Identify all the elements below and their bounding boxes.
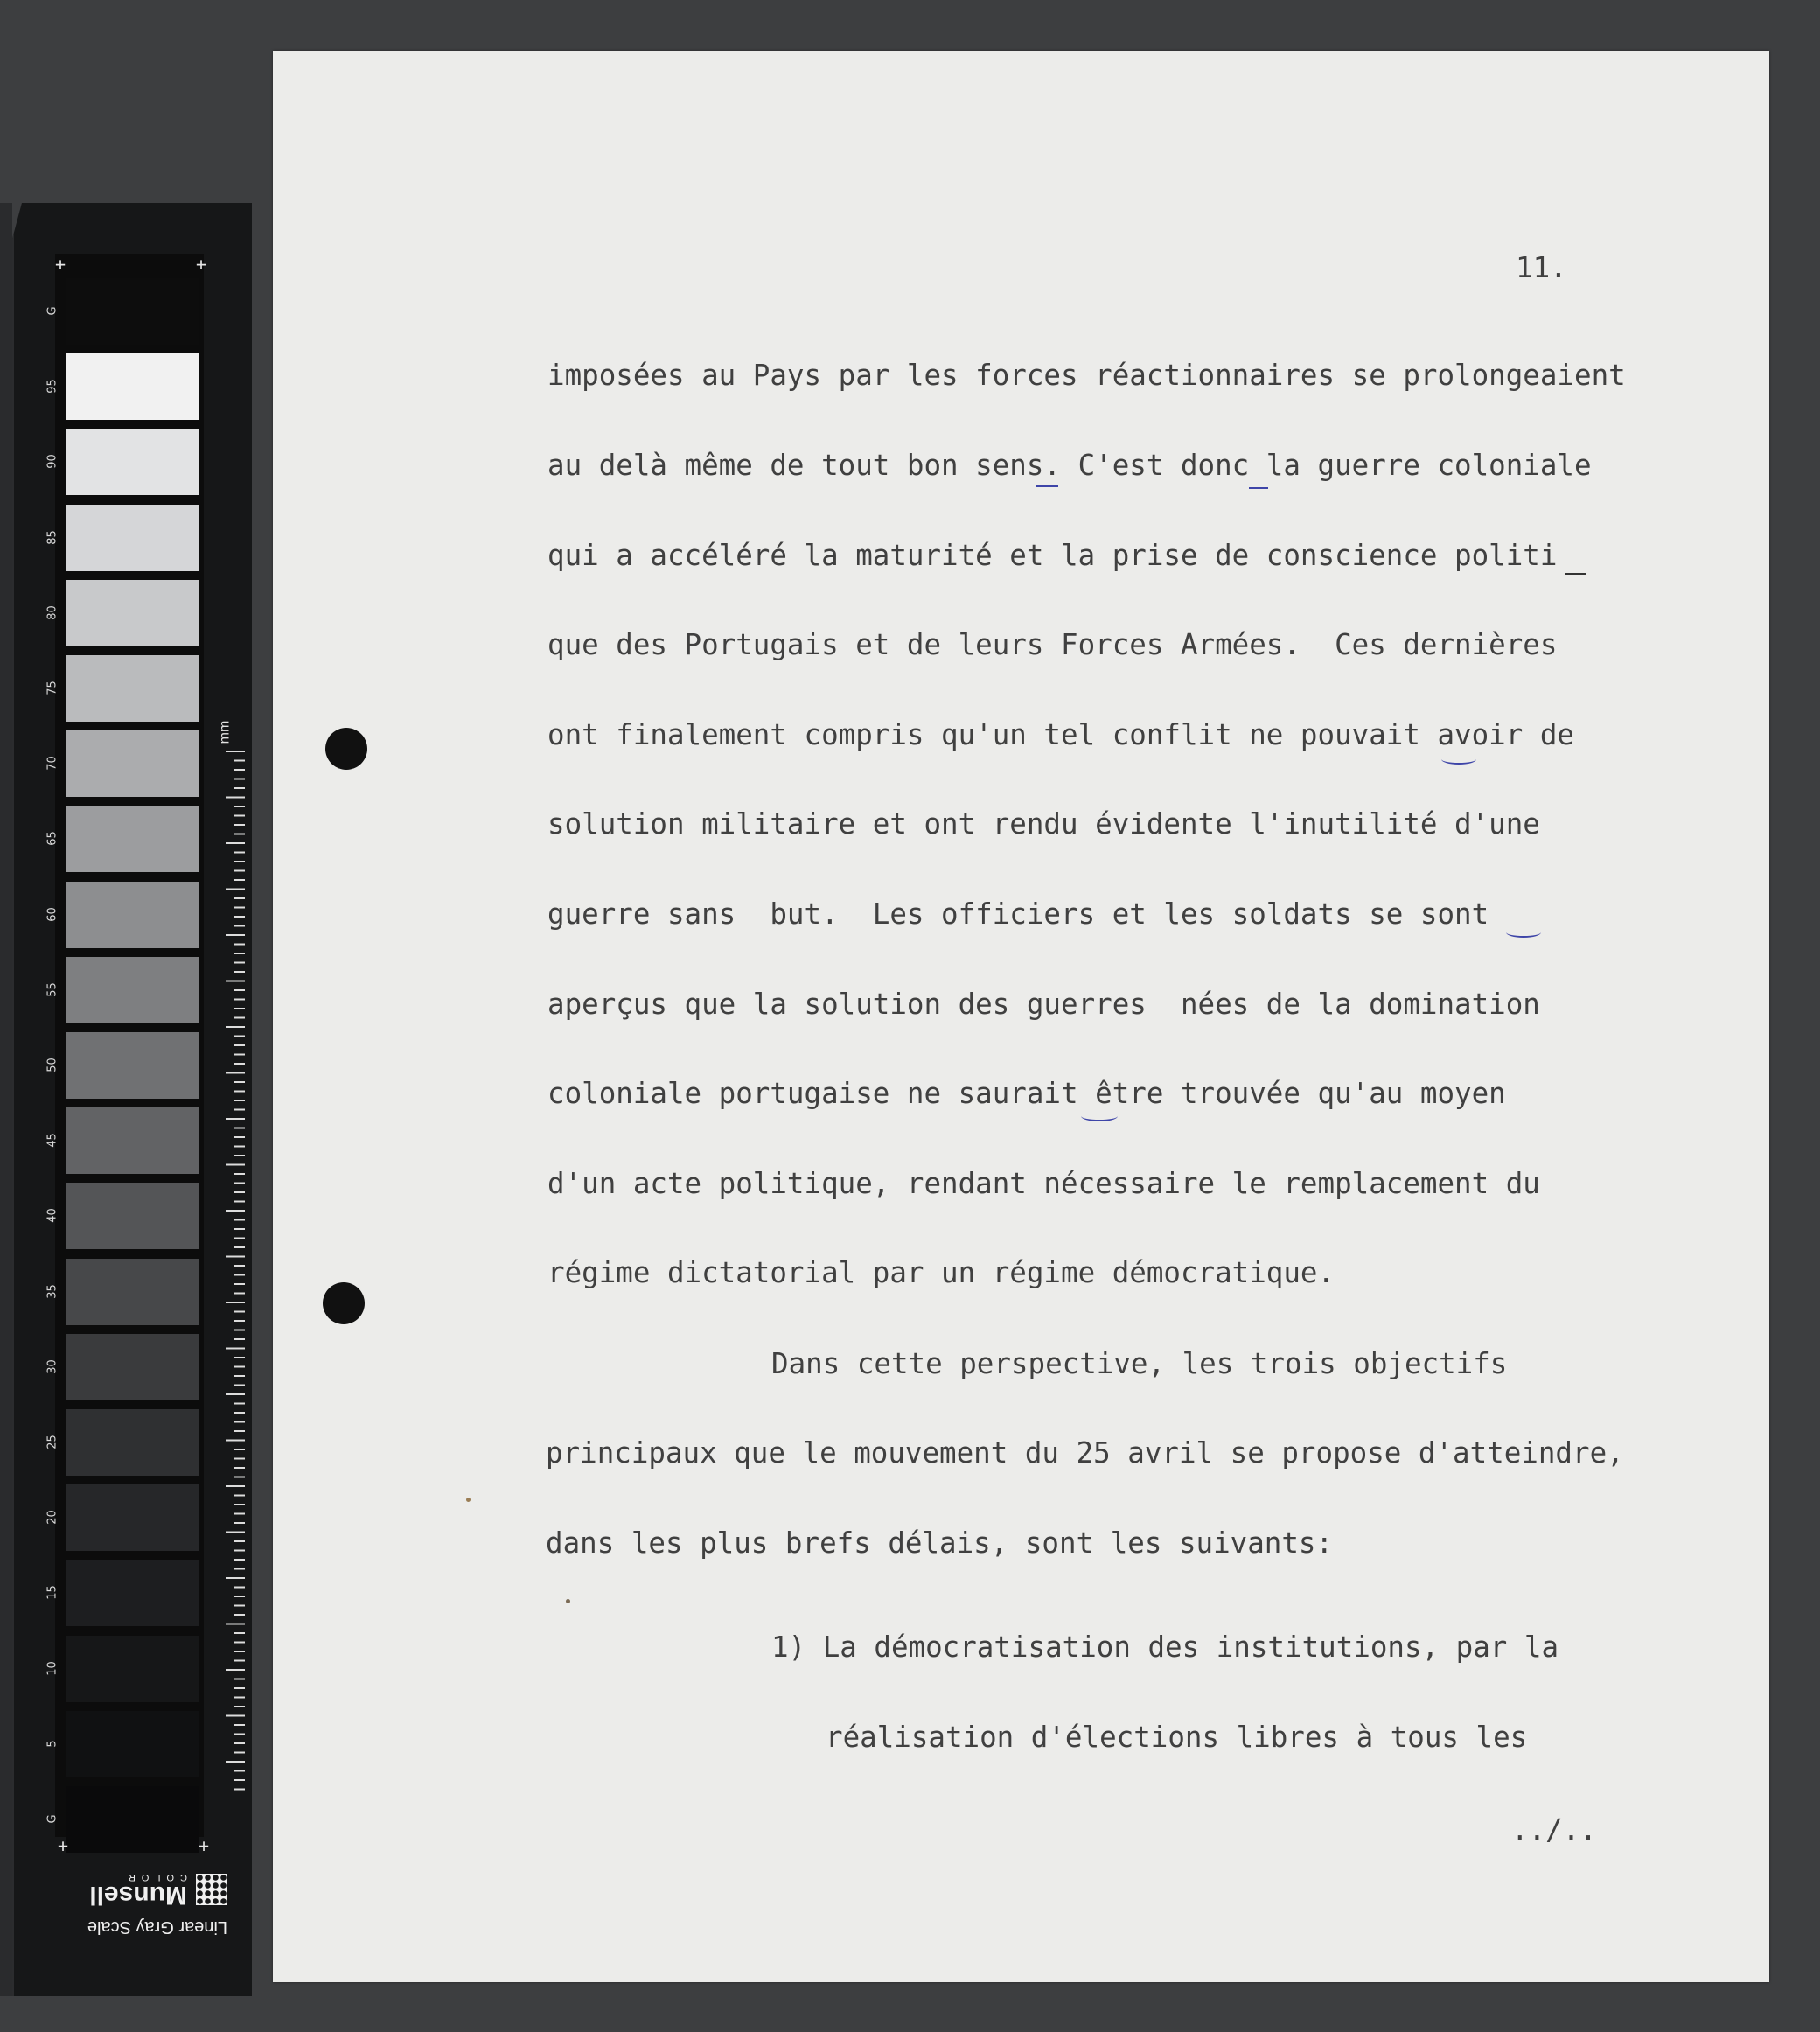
gray-patch	[66, 1032, 199, 1099]
scale-card-branding	[35, 1872, 227, 1937]
munsell-logo-icon	[196, 1875, 227, 1906]
continuation-mark: ../..	[1511, 1813, 1597, 1847]
text-line: qui a accéléré la maturité et la prise de conscience politi	[547, 539, 1558, 572]
gray-patch	[66, 580, 199, 646]
gray-scale-label: 70	[45, 756, 59, 771]
gray-scale-label: 15	[45, 1585, 59, 1601]
gray-scale-label: 50	[45, 1058, 59, 1072]
registration-mark: +	[58, 1835, 69, 1856]
gray-patch	[66, 278, 199, 345]
gray-scale-label: 35	[45, 1283, 59, 1299]
pen-mark	[1036, 481, 1058, 487]
paper-speck	[566, 1599, 570, 1603]
gray-scale-label: 30	[45, 1359, 59, 1374]
gray-patch	[66, 1711, 199, 1777]
scale-card-edge	[0, 203, 12, 1996]
mm-ruler-major-ticks	[226, 751, 245, 1791]
registration-mark: +	[55, 254, 66, 275]
gray-patch	[66, 1107, 199, 1174]
gray-scale-label: G	[45, 306, 59, 316]
gray-patch	[66, 1636, 199, 1702]
gray-patch	[66, 505, 199, 571]
gray-scale-label: 85	[45, 529, 59, 545]
typed-underline	[1565, 570, 1586, 575]
gray-scale-label: 55	[45, 982, 59, 997]
gray-patch	[66, 1786, 199, 1853]
gray-scale-label: 65	[45, 831, 59, 847]
text-line: que des Portugais et de leurs Forces Armées. Ces dernières	[547, 628, 1558, 661]
text-line: Dans cette perspective, les trois objectifs	[771, 1347, 1508, 1380]
ruler-unit-label: mm	[217, 720, 233, 744]
text-line: aperçus que la solution des guerres nées de la domination	[547, 988, 1540, 1021]
punch-hole	[323, 1282, 365, 1324]
gray-patch	[66, 429, 199, 495]
gray-scale-label: 95	[45, 379, 59, 394]
list-item-continuation: réalisation d'élections libres à tous les	[826, 1721, 1528, 1754]
text-line: imposées au Pays par les forces réactionnaires se prolongeaient	[547, 359, 1626, 392]
text-line: d'un acte politique, rendant nécessaire le remplacement du	[547, 1167, 1540, 1200]
text-line: au delà même de tout bon sens. C'est donc la guerre coloniale	[547, 449, 1592, 482]
registration-mark: +	[196, 254, 207, 275]
gray-scale-label: 80	[45, 605, 59, 620]
gray-patch	[66, 1484, 199, 1551]
list-item: 1) La démocratisation des institutions, par la	[771, 1630, 1559, 1664]
page-number: 11.	[1516, 251, 1567, 284]
gray-scale-label: 90	[45, 454, 59, 470]
paper-speck	[466, 1498, 471, 1502]
gray-scale-label: 75	[45, 681, 59, 695]
gray-patch	[66, 1259, 199, 1325]
gray-patch	[66, 882, 199, 948]
gray-patch	[66, 1183, 199, 1249]
gray-scale-label: G	[45, 1814, 59, 1824]
punch-hole	[325, 728, 367, 770]
brand-name: Munsell	[89, 1881, 187, 1910]
gray-scale-label: 25	[45, 1435, 59, 1449]
gray-patch	[66, 1334, 199, 1400]
gray-patch	[66, 655, 199, 722]
gray-patch	[66, 1560, 199, 1626]
gray-patch	[66, 806, 199, 872]
registration-mark: +	[199, 1835, 210, 1856]
pen-mark	[1249, 483, 1268, 489]
gray-scale-label: 60	[45, 906, 59, 922]
gray-patch	[66, 957, 199, 1023]
scale-title: Linear Gray Scale	[87, 1917, 227, 1937]
text-line: principaux que le mouvement du 25 avril se propose d'atteindre,	[546, 1436, 1624, 1470]
text-line: régime dictatorial par un régime démocratique.	[547, 1256, 1335, 1289]
text-line: coloniale portugaise ne saurait être trouvée qu'au moyen	[547, 1077, 1506, 1110]
gray-scale-label: 20	[45, 1510, 59, 1525]
pen-liaison-mark	[1441, 754, 1476, 765]
munsell-logo	[35, 1872, 227, 1908]
gray-scale-label: 45	[45, 1133, 59, 1148]
brand-subtitle: COLOR	[122, 1872, 187, 1882]
text-line: guerre sans but. Les officiers et les soldats se sont	[547, 897, 1489, 931]
text-line: ont finalement compris qu'un tel conflit ne pouvait avoir de	[547, 718, 1574, 751]
gray-scale-label: 40	[45, 1208, 59, 1224]
pen-liaison-mark	[1506, 927, 1541, 938]
gray-patch	[66, 1409, 199, 1476]
gray-scale-label: 5	[45, 1740, 59, 1748]
gray-patch	[66, 353, 199, 420]
text-line: solution militaire et ont rendu évidente l'inutilité d'une	[547, 807, 1540, 841]
gray-patch	[66, 730, 199, 797]
pen-liaison-mark	[1081, 1111, 1118, 1121]
text-line: dans les plus brefs délais, sont les suivants:	[546, 1526, 1334, 1560]
gray-scale-label: 10	[45, 1660, 59, 1676]
